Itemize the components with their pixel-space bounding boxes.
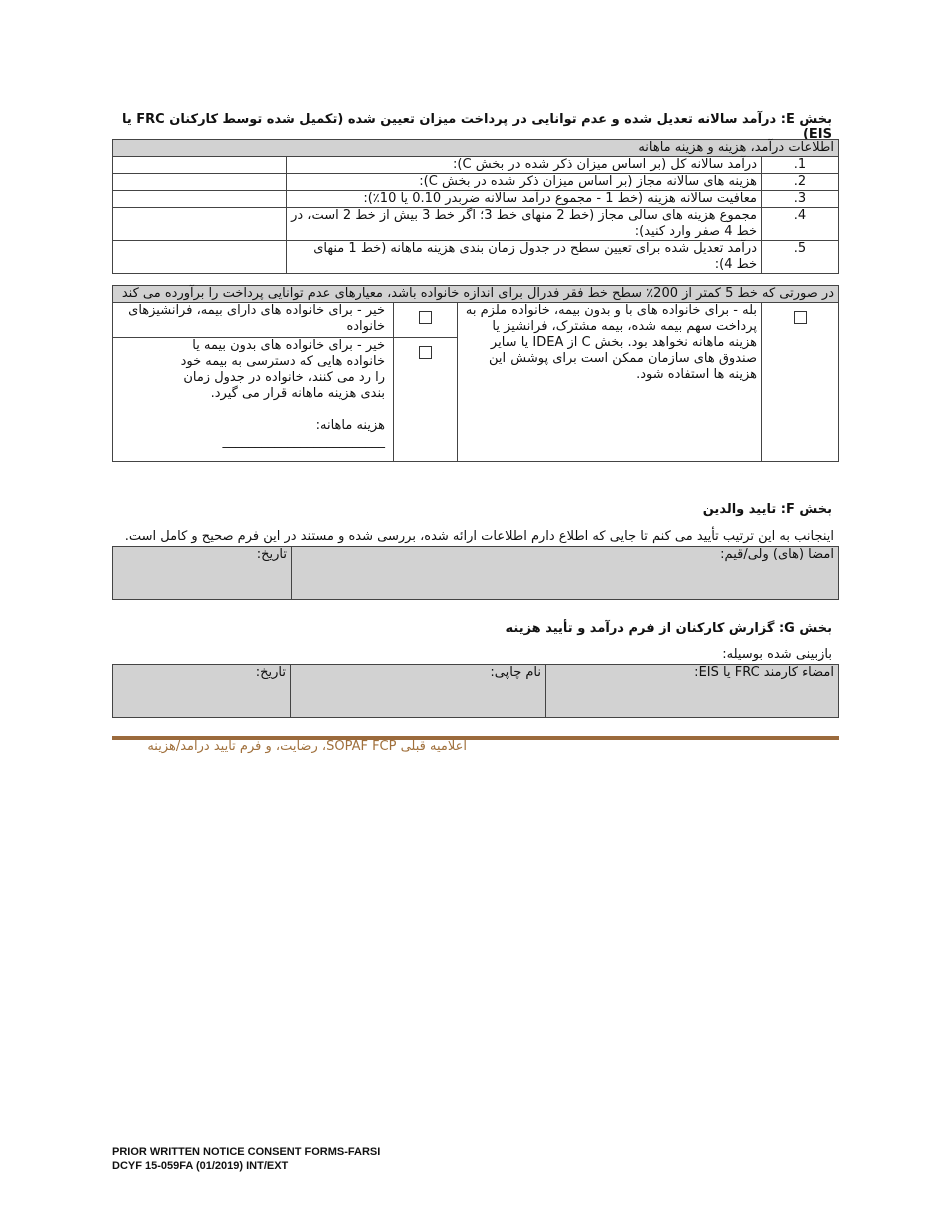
row-label: هزینه های سالانه مجاز (بر اساس میزان ذکر شده در بخش C): xyxy=(287,174,762,191)
no-insured-checkbox[interactable] xyxy=(419,311,432,324)
row-value-field[interactable] xyxy=(113,241,287,274)
row-number: 5. xyxy=(762,241,839,274)
staff-signature-table xyxy=(112,664,839,718)
staff-signature-label: امضاء کارمند FRC یا EIS: xyxy=(694,665,834,680)
staff-date-label: تاریخ: xyxy=(255,665,286,680)
hardship-header: در صورتی که خط 5 کمتر از 200٪ سطح خط فقر فدرال برای اندازه خانواده باشد، معیارهای عدم توانایی پرداخت را برآورده می کند xyxy=(113,286,839,303)
footer-document-title: اعلامیه قبلی SOPAF FCP، رضایت، و فرم تایید درآمد/هزینه xyxy=(147,739,467,754)
section-g-heading: بخش G: گزارش کارکنان از فرم درآمد و تأیید هزینه xyxy=(505,621,832,636)
monthly-fee-input[interactable]: _________________________ xyxy=(222,434,385,449)
monthly-fee-label: هزینه ماهانه: xyxy=(315,418,385,433)
parent-date-field[interactable] xyxy=(113,547,292,600)
no-uninsured-checkbox-cell xyxy=(394,338,458,462)
parent-signature-label: امضا (های) ولی/قیم: xyxy=(720,547,834,562)
row-value-field[interactable] xyxy=(113,208,287,241)
printed-name-label: نام چاپی: xyxy=(490,665,541,680)
monthly-fee-line xyxy=(167,418,385,450)
row-number: 3. xyxy=(762,191,839,208)
parent-signature-field[interactable] xyxy=(292,547,839,600)
hardship-table xyxy=(112,285,839,462)
form-name: PRIOR WRITTEN NOTICE CONSENT FORMS-FARSI xyxy=(112,1146,381,1158)
row-label: معافیت سالانه هزینه (خط 1 - مجموع درآمد سالانه ضربدر 0.10 یا 10٪): xyxy=(287,191,762,208)
row-value-field[interactable] xyxy=(113,191,287,208)
staff-date-field[interactable] xyxy=(113,665,291,718)
row-number: 4. xyxy=(762,208,839,241)
no-insured-option-label: خیر - برای خانواده های دارای بیمه، فرانشیزهای خانواده xyxy=(113,303,394,338)
parent-statement: اینجانب به این ترتیب تأیید می کنم تا جایی که اطلاع دارم اطلاعات ارائه شده، بررسی شده و مستند در این فرم صحیح و کامل است. xyxy=(124,529,834,544)
yes-checkbox[interactable] xyxy=(794,311,807,324)
parent-signature-table xyxy=(112,546,839,600)
income-expense-table xyxy=(112,139,839,274)
no-uninsured-option xyxy=(113,338,394,462)
parent-date-label: تاریخ: xyxy=(256,547,287,562)
yes-option-label: بله - برای خانواده های با و بدون بیمه، خانواده ملزم به پرداخت سهم بیمه شده، بیمه مشترک، فرانشیز یا هزینه ماهانه نخواهد بود. بخش C از IDEA یا سایر صندوق های سازمان ممکن است برای پوشش این هزینه ها استفاده شود. xyxy=(458,303,762,462)
form-number: DCYF 15-059FA (01/2019) INT/EXT xyxy=(112,1160,289,1172)
yes-checkbox-cell xyxy=(762,303,839,462)
row-label: مجموع هزینه های سالی مجاز (خط 2 منهای خط 3؛ اگر خط 3 بیش از خط 2 است، در خط 4 صفر وارد کنید): xyxy=(287,208,762,241)
row-value-field[interactable] xyxy=(113,174,287,191)
row-value-field[interactable] xyxy=(113,157,287,174)
row-number: 2. xyxy=(762,174,839,191)
no-insured-checkbox-cell xyxy=(394,303,458,338)
section-e-heading: بخش E: درآمد سالانه تعدیل شده و عدم توانایی در پرداخت میزان تعیین شده (تکمیل شده توسط کارکنان FRC یا EIS) xyxy=(121,112,832,142)
staff-signature-field[interactable] xyxy=(546,665,839,718)
no-uninsured-checkbox[interactable] xyxy=(419,346,432,359)
section-f-heading: بخش F: تایید والدین xyxy=(702,502,832,517)
reviewed-by-label: بازبینی شده بوسیله: xyxy=(722,647,832,662)
row-label: درآمد تعدیل شده برای تعیین سطح در جدول زمان بندی هزینه ماهانه (خط 1 منهای خط 4): xyxy=(287,241,762,274)
row-label: درآمد سالانه کل (بر اساس میزان ذکر شده در بخش C): xyxy=(287,157,762,174)
row-number: 1. xyxy=(762,157,839,174)
no-uninsured-option-label: خیر - برای خانواده های بدون بیمه یا خانواده هایی که دسترسی به بیمه خود را رد می کنند، خانواده در جدول زمان بندی هزینه ماهانه قرار می گیرد. xyxy=(180,338,385,401)
table-title: اطلاعات درآمد، هزینه و هزینه ماهانه xyxy=(113,140,839,157)
printed-name-field[interactable] xyxy=(291,665,546,718)
